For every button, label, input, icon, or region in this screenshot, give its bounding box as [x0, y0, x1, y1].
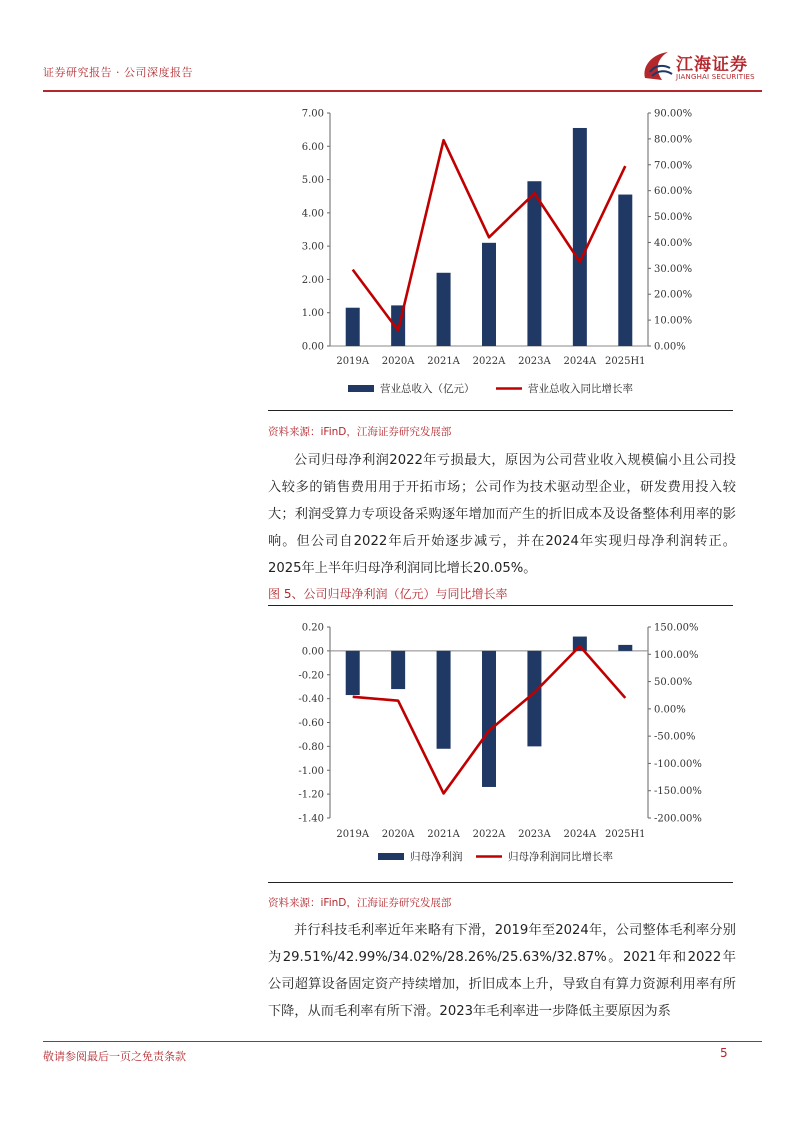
- figure-5-top-rule: [268, 605, 733, 606]
- left-tick-label: 7.00: [301, 108, 324, 120]
- right-tick-label: 70.00%: [654, 160, 693, 172]
- bar-2023A: [527, 181, 541, 346]
- bar-2021A: [437, 651, 451, 749]
- right-tick-label: -200.00%: [654, 813, 702, 825]
- bar-2020A: [391, 651, 405, 689]
- left-tick-label: 3.00: [301, 241, 324, 253]
- right-tick-label: 100.00%: [654, 649, 699, 661]
- paragraph-1-text: 公司归母净利润2022年亏损最大，原因为公司营业收入规模偏小且公司投入较多的销售费用用于开拓市场；公司作为技术驱动型企业，研发费用投入较大；利润受算力专项设备采购逐年增加而产生的折旧成本及设备整体利用率的影响。但公司自2022年后开始逐步减亏，并在2024年实现归母净利润转正。2025年上半年归母净利润同比增长20.05%。: [268, 453, 736, 576]
- figure-5-source: 资料来源：iFinD，江海证券研究发展部: [268, 897, 452, 909]
- disclaimer-note: 敬请参阅最后一页之免责条款: [43, 1050, 186, 1063]
- left-tick-label: 0.00: [301, 341, 324, 353]
- net-profit-chart: [268, 612, 733, 877]
- right-tick-label: 90.00%: [654, 108, 693, 120]
- brand-subtitle: JIANGHAI SECURITIES: [676, 73, 755, 81]
- bar-2022A: [482, 243, 496, 346]
- figure-4-bottom-rule: [268, 410, 733, 411]
- right-tick-label: 10.00%: [654, 315, 693, 327]
- category-label: 2019A: [336, 356, 370, 367]
- bar-2024A: [573, 637, 587, 651]
- paragraph-2-text: 并行科技毛利率近年来略有下滑，2019年至2024年，公司整体毛利率分别为29.51%/42.99%/34.02%/28.26%/25.63%/32.87%。2021年和2022年公司超算设备固定资产持续增加，折旧成本上升，导致自有算力资源利用率有所下降，从而毛利率有所下滑。2023年毛利率进一步降低主要原因为系: [268, 923, 736, 1019]
- legend-line-label: 归母净利润同比增长率: [508, 851, 613, 863]
- category-label: 2023A: [518, 356, 551, 367]
- right-tick-label: 50.00%: [654, 212, 693, 224]
- revenue-chart: [268, 98, 733, 408]
- right-tick-label: 150.00%: [654, 622, 699, 634]
- footer-divider: [43, 1041, 762, 1042]
- left-tick-label: 2.00: [301, 274, 324, 286]
- category-label: 2019A: [336, 829, 370, 840]
- legend-bar-swatch: [348, 385, 374, 392]
- page-number: 5: [720, 1046, 728, 1060]
- figure-5-bottom-rule: [268, 882, 733, 883]
- left-tick-label: -1.40: [298, 813, 324, 825]
- category-label: 2021A: [427, 356, 460, 367]
- left-tick-label: -0.20: [298, 670, 324, 682]
- category-label: 2020A: [381, 829, 415, 840]
- left-tick-label: 5.00: [301, 175, 324, 187]
- bar-2025H1: [618, 195, 632, 346]
- right-tick-label: 80.00%: [654, 134, 693, 146]
- left-tick-label: 1.00: [301, 308, 324, 320]
- left-tick-label: -0.60: [298, 718, 324, 729]
- category-label: 2022A: [472, 356, 506, 367]
- right-tick-label: 60.00%: [654, 186, 693, 198]
- left-tick-label: 6.00: [301, 141, 324, 153]
- header-divider: [43, 90, 762, 92]
- left-tick-label: 0.00: [301, 646, 324, 658]
- left-tick-label: -1.00: [298, 765, 324, 777]
- category-label: 2025H1: [605, 829, 646, 840]
- category-label: 2025H1: [605, 356, 646, 367]
- left-tick-label: 4.00: [301, 208, 324, 220]
- legend-bar-swatch: [378, 853, 404, 860]
- left-tick-label: -1.20: [298, 789, 324, 801]
- figure-5-title: 图 5、公司归母净利润（亿元）与同比增长率: [268, 587, 508, 601]
- bar-2019A: [346, 308, 360, 346]
- category-label: 2020A: [381, 356, 415, 367]
- right-tick-label: 40.00%: [654, 237, 693, 249]
- right-tick-label: 30.00%: [654, 263, 693, 275]
- right-tick-label: -50.00%: [654, 731, 696, 743]
- figure-4-source: 资料来源：iFinD，江海证券研究发展部: [268, 426, 452, 438]
- right-tick-label: -150.00%: [654, 786, 702, 798]
- brand-name: 江海证券: [676, 55, 748, 75]
- bar-2025H1: [618, 645, 632, 651]
- legend-line-label: 营业总收入同比增长率: [528, 383, 633, 395]
- left-tick-label: -0.80: [298, 741, 324, 753]
- right-tick-label: 20.00%: [654, 289, 693, 301]
- category-label: 2021A: [427, 829, 460, 840]
- right-tick-label: -100.00%: [654, 758, 702, 770]
- left-tick-label: -0.40: [298, 694, 324, 706]
- bar-2024A: [573, 128, 587, 346]
- bar-2021A: [437, 273, 451, 346]
- report-type-label: 证券研究报告 · 公司深度报告: [43, 66, 193, 79]
- legend-bar-label: 营业总收入（亿元）: [380, 383, 475, 395]
- bar-2019A: [346, 651, 360, 695]
- right-tick-label: 0.00%: [654, 704, 686, 716]
- category-label: 2023A: [518, 829, 551, 840]
- bar-2023A: [527, 651, 541, 747]
- legend-bar-label: 归母净利润: [410, 851, 463, 863]
- category-label: 2022A: [472, 829, 506, 840]
- left-tick-label: 0.20: [301, 622, 324, 634]
- category-label: 2024A: [563, 356, 597, 367]
- right-tick-label: 0.00%: [654, 341, 686, 353]
- body-paragraph-1: [268, 447, 736, 582]
- body-paragraph-2: [268, 917, 736, 1025]
- bar-2022A: [482, 651, 496, 787]
- right-tick-label: 50.00%: [654, 677, 693, 689]
- category-label: 2024A: [563, 829, 597, 840]
